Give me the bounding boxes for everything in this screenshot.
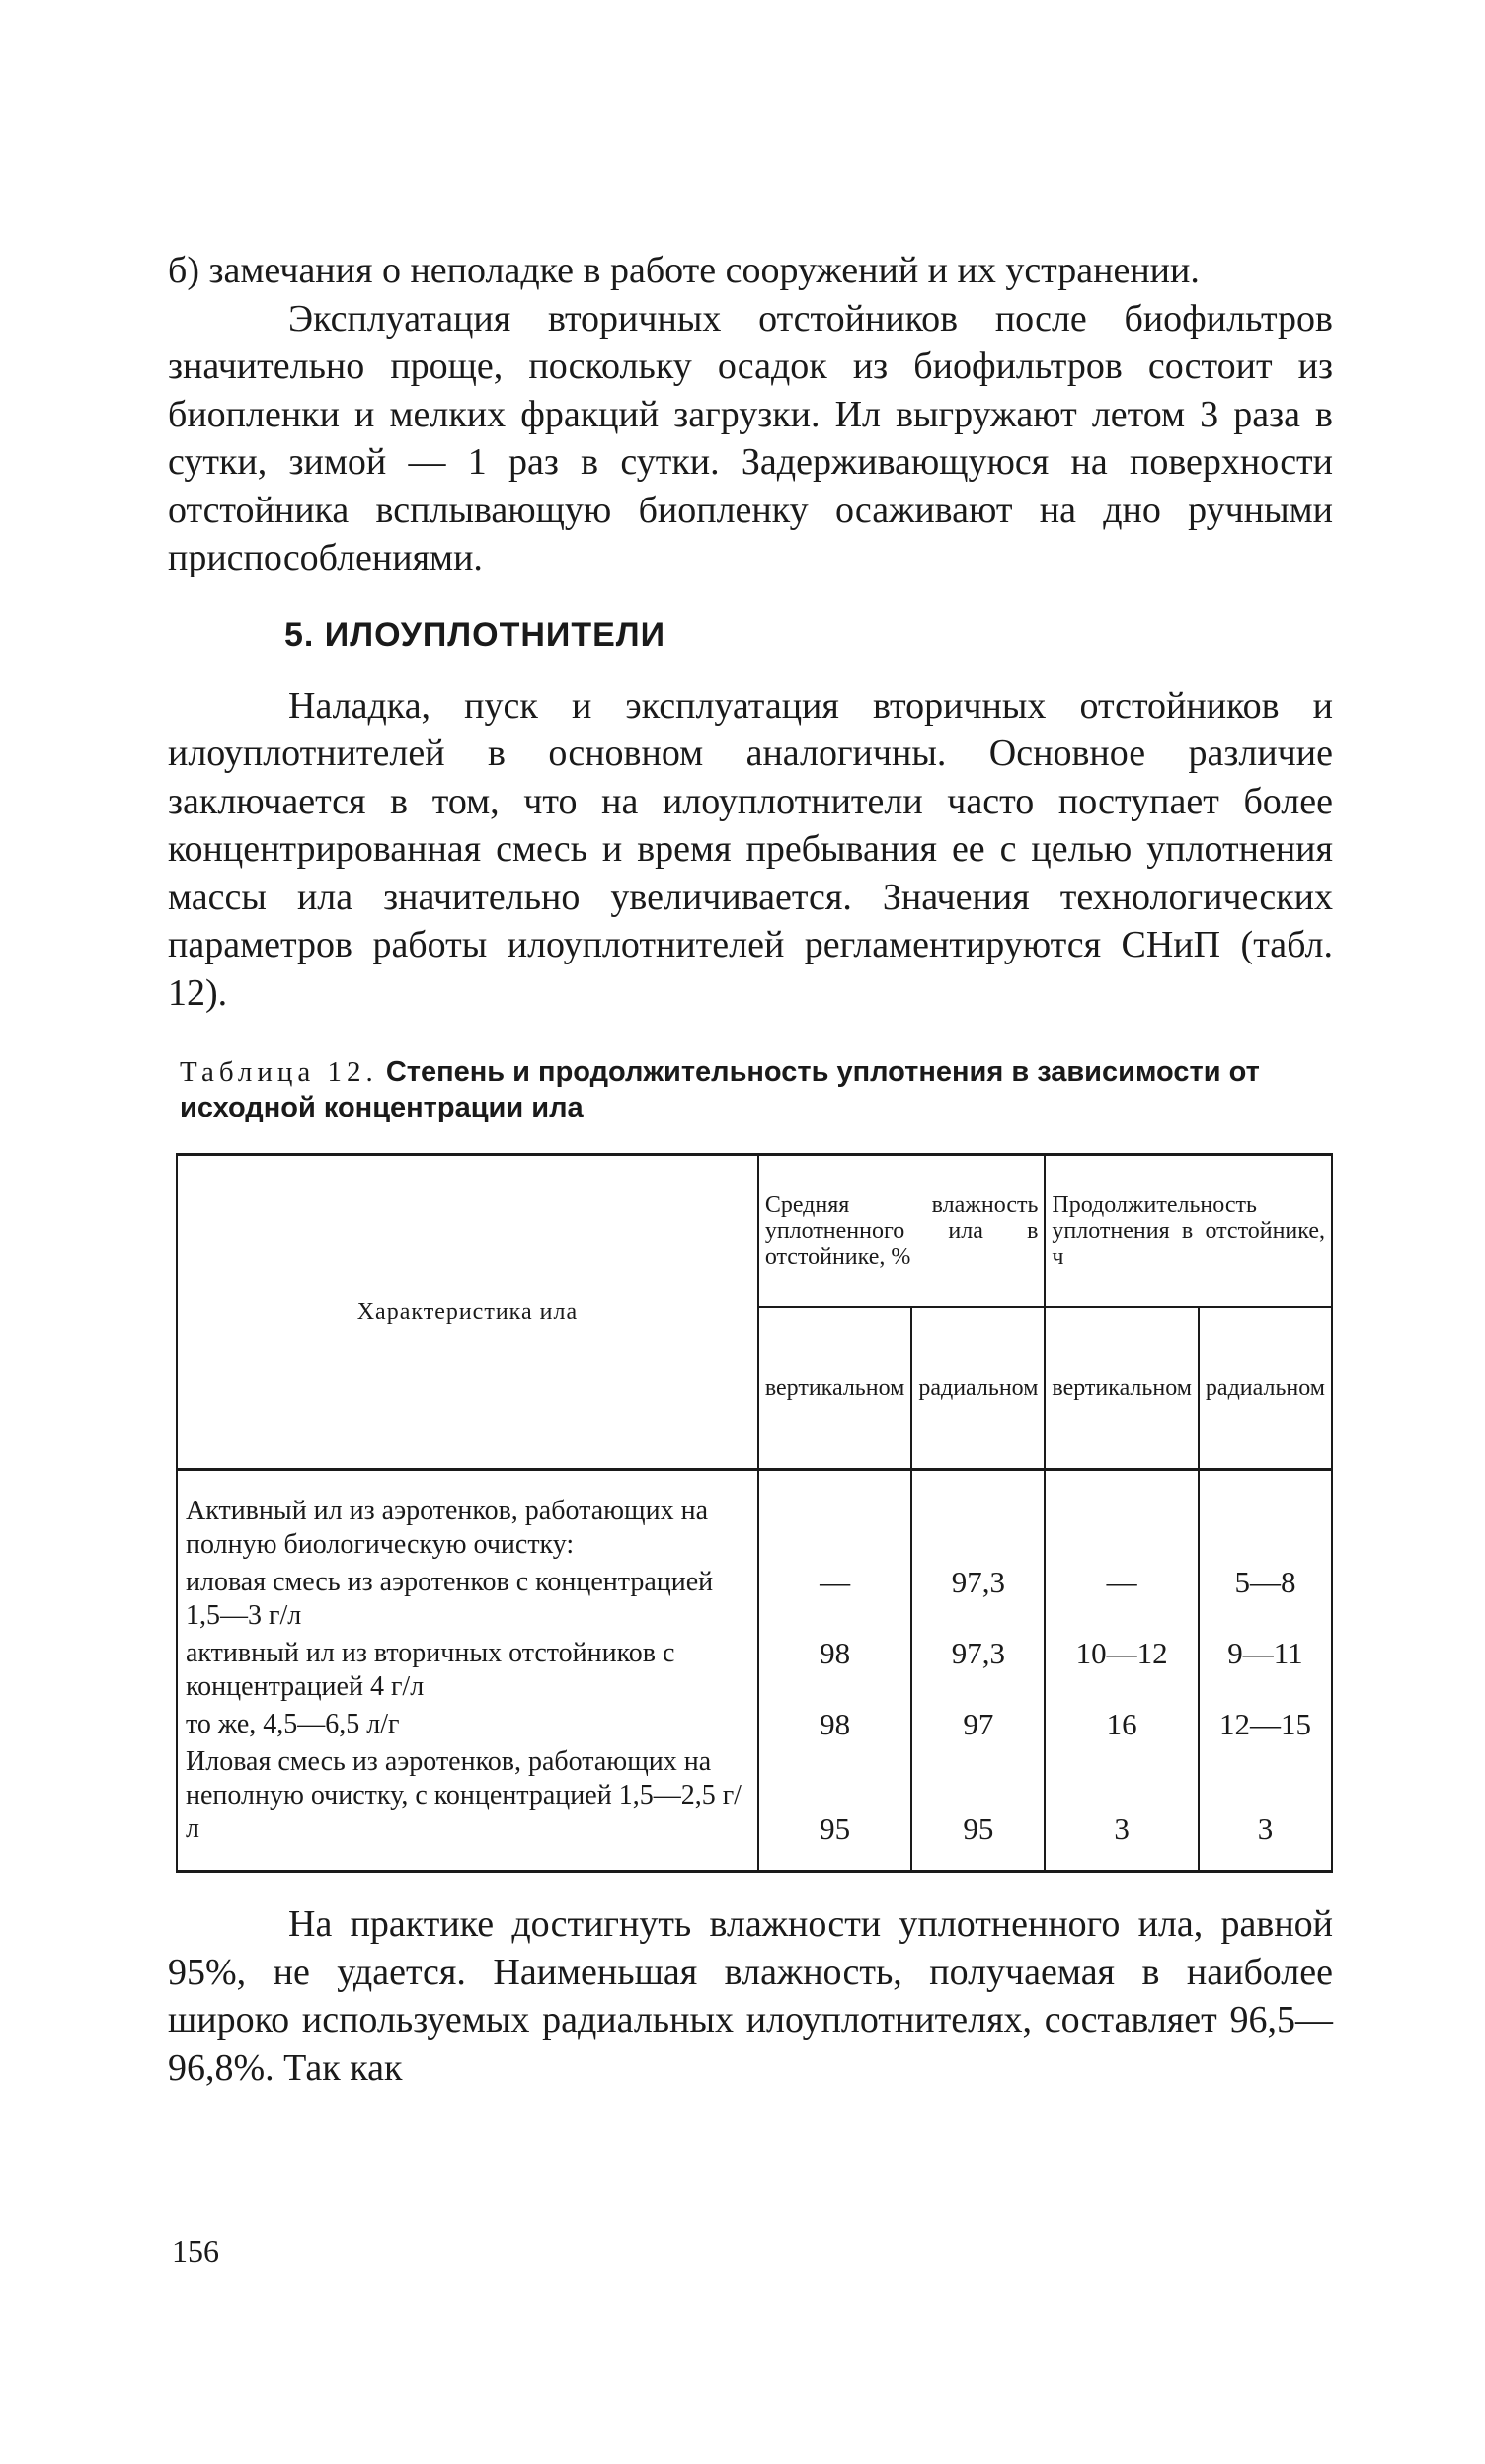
paragraph-1: б) замечания о неполадке в работе сооружений и их устранении. — [168, 250, 1200, 291]
cell-value — [1199, 1470, 1332, 1567]
cell-value: 97,3 — [911, 1566, 1045, 1637]
header-duration-vertical: вертикальном — [1045, 1307, 1199, 1470]
table-row — [177, 1708, 1332, 1745]
header-duration: Продолжительность уплотнения в отстойнике, ч — [1045, 1155, 1332, 1308]
header-moisture-vertical: вертикальном — [758, 1307, 912, 1470]
header-moisture-radial: радиальном — [911, 1307, 1045, 1470]
cell-value: 97 — [911, 1708, 1045, 1745]
cell-value: 97,3 — [911, 1637, 1045, 1708]
data-table — [176, 1153, 1333, 1873]
header-moisture: Средняя влажность уплотненного ила в отстойнике, % — [758, 1155, 1046, 1308]
cell-value — [1045, 1470, 1199, 1567]
cell-value: 98 — [758, 1637, 912, 1708]
table-row — [177, 1637, 1332, 1708]
row-desc: то же, 4,5—6,5 л/г — [177, 1708, 758, 1745]
row-desc: активный ил из вторичных отстойников с концентрацией 4 г/л — [177, 1637, 758, 1708]
table-title: Степень и продолжительность уплотнения в зависимости от исходной концентрации ила — [180, 1056, 1260, 1123]
cell-value: — — [758, 1566, 912, 1637]
cell-value: 95 — [911, 1745, 1045, 1872]
table-label: Таблица 12. — [180, 1056, 378, 1088]
row-desc: иловая смесь из аэротенков с концентрацией 1,5—3 г/л — [177, 1566, 758, 1637]
cell-value: 98 — [758, 1708, 912, 1745]
cell-value: 3 — [1045, 1745, 1199, 1872]
cell-value: 3 — [1199, 1745, 1332, 1872]
cell-value: 5—8 — [1199, 1566, 1332, 1637]
header-characteristic: Характеристика ила — [177, 1155, 758, 1470]
paragraph-2: Эксплуатация вторичных отстойников после биофильтров значительно проще, поскольку осадок из биофильтров состоит из биопленки и мелких фракций загрузки. Ил выгружают летом 3 раза в сутки, зимой — 1 раз в сутки. Задерживающуюся на поверхности отстойника всплывающую биопленку осаживают на дно ручными приспособлениями. — [168, 297, 1333, 578]
cell-value: 95 — [758, 1745, 912, 1872]
cell-value: 12—15 — [1199, 1708, 1332, 1745]
paragraph-4: На практике достигнуть влажности уплотненного ила, равной 95%, не удается. Наименьшая влажность, получаемая в наиболее широко используемых радиальных илоуплотнителях, составляет 96,5—96,8%. Так как — [168, 1903, 1333, 2089]
cell-value: 10—12 — [1045, 1637, 1199, 1708]
cell-value: 16 — [1045, 1708, 1199, 1745]
paragraph-3: Наладка, пуск и эксплуатация вторичных отстойников и илоуплотнителей в основном аналогичны. Основное различие заключается в том, что на илоуплотнители часто поступает более концентрированная смесь и время пребывания ее с целью уплотнения массы ила значительно увеличивается. Значения технологических параметров работы илоуплотнителей регламентируются СНиП (табл. 12). — [168, 684, 1333, 1014]
table-row — [177, 1745, 1332, 1872]
row-desc: Иловая смесь из аэротенков, работающих на неполную очистку, с концентрацией 1,5—2,5 г/л — [177, 1745, 758, 1872]
row-desc: Активный ил из аэротенков, работающих на полную биологическую очистку: — [177, 1470, 758, 1567]
table-row — [177, 1470, 1332, 1567]
cell-value: 9—11 — [1199, 1637, 1332, 1708]
table-caption — [180, 1054, 1333, 1125]
section-heading: 5. ИЛОУПЛОТНИТЕЛИ — [284, 615, 666, 654]
page-number: 156 — [172, 2233, 219, 2269]
header-duration-radial: радиальном — [1199, 1307, 1332, 1470]
cell-value: — — [1045, 1566, 1199, 1637]
page-body — [168, 247, 1333, 2092]
table-row — [177, 1566, 1332, 1637]
cell-value — [911, 1470, 1045, 1567]
cell-value — [758, 1470, 912, 1567]
